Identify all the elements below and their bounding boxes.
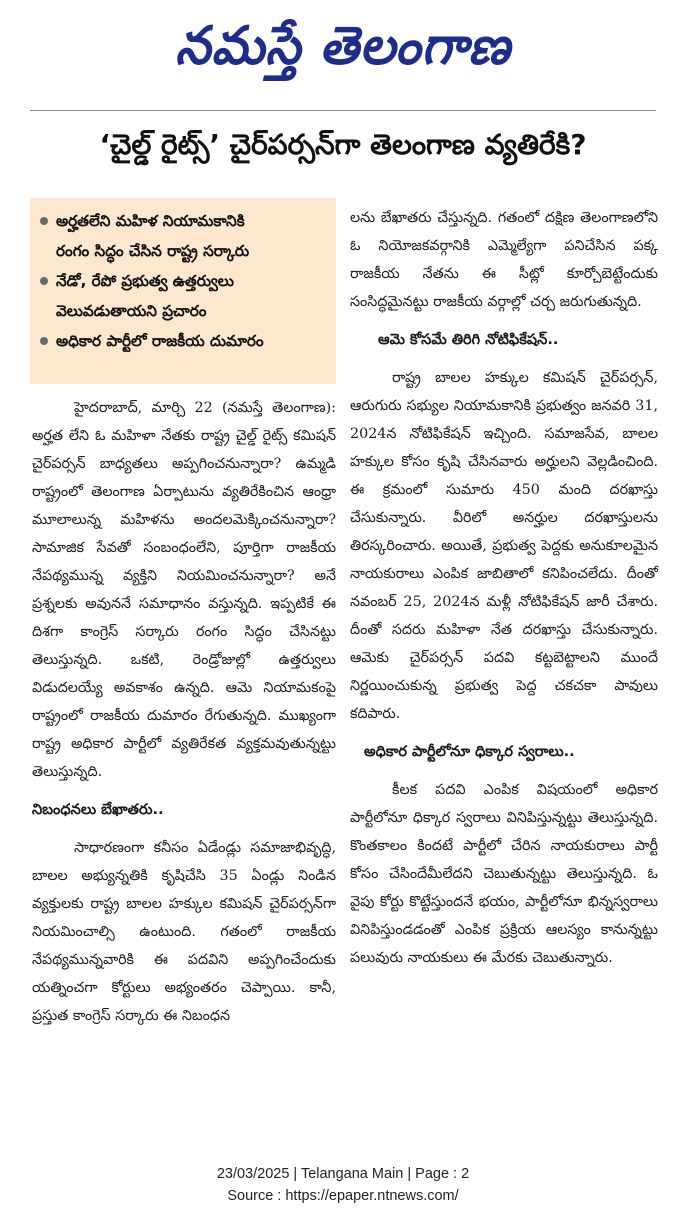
left-column <box>32 394 336 1030</box>
bullet-icon <box>40 217 48 225</box>
subheading: అధికార పార్టీలోనూ ధిక్కార స్వరాలు.. <box>364 744 575 760</box>
bullet-icon <box>40 277 48 285</box>
article-paragraph: కీలక పదవి ఎంపిక విషయంలో అధికార పార్టీలోనూ ధిక్కార స్వరాలు వినిపిస్తున్నట్టు తెలుస్తున్నది. కొంతకాలం కిందటే పార్టీలో చేరిన నాయకురాలు పార్టీ కోసం చేసిందేమీలేదని చెబుతున్నట్టు తెలుస్తున్నది. ఓ వైపు కోర్టు కొట్టేస్తుందనే భయం, పార్టీలోనూ భిన్నస్వరాలు వినిపిస్తుండడంతో ఎంపిక ప్రక్రియ ఆలస్యం కానున్నట్టు పలువురు నాయకులు ఈ మేరకు చెబుతున్నారు. <box>350 782 658 966</box>
highlight-text: వెలువడుతాయని ప్రచారం <box>56 302 207 320</box>
highlight-item <box>36 236 330 266</box>
bullet-icon <box>40 337 48 345</box>
newspaper-logo: నమస్తే తెలంగాణ <box>175 14 511 76</box>
highlight-item <box>36 266 330 296</box>
article-paragraph: సాధారణంగా కనీసం ఏడేండ్లు సమాజాభివృద్ధి, బాలల అభ్యున్నతికి కృషిచేసి 35 ఏండ్లు నిండిన వ్యక్తులకు రాష్ట్ర బాలల హక్కుల కమిషన్ చైర్‌పర్సన్‌గా నియమించాల్సి ఉంటుంది. గతంలో రాజకీయ నేపథ్యమున్నవారికి ఈ పదవిని అప్పగించేందుకు యత్నించగా కోర్టులు అభ్యంతరం చెప్పాయి. కానీ, ప్రస్తుత కాంగ్రెస్ సర్కారు ఈ నిబంధన <box>32 840 336 1024</box>
right-column <box>350 204 658 972</box>
highlight-text: అధికార పార్టీలో రాజకీయ దుమారం <box>56 332 264 350</box>
subheading: నిబంధనలు బేఖాతరు.. <box>32 802 164 818</box>
edition-info: 23/03/2025 | Telangana Main | Page : 2 <box>216 1166 470 1182</box>
article-paragraph: రాష్ట్ర బాలల హక్కుల కమిషన్ చైర్‌పర్సన్, ఆరుగురు సభ్యుల నియామకానికి ప్రభుత్వం జనవరి 31, 2024న నోటిఫికేషన్ ఇచ్చింది. సమాజసేవ, బాలల హక్కుల కోసం కృషి చేసినవారు అర్హులని వెల్లడించింది. ఈ క్రమంలో సుమారు 450 మంది దరఖాస్తు చేసుకున్నారు. వీరిలో అనర్హుల దరఖాస్తులను తిరస్కరించారు. అయితే, ప్రభుత్వ పెద్దకు అనుకూలమైన నాయకురాలు ఎంపిక జాబితాలో కనిపించలేదు. దీంతో నవంబర్ 25, 2024న మళ్లీ నోటిఫికేషన్ జారీ చేశారు. దీంతో సదరు మహిళా నేత దరఖాస్తు చేసుకున్నారు. ఆమెకు చైర్‌పర్సన్ పదవి కట్టబెట్టాలని ముందే నిర్ణయించుకున్న ప్రభుత్వ పెద్ద చకచకా పావులు కదిపారు. <box>350 370 658 722</box>
page-footer <box>0 1163 686 1207</box>
highlights-box <box>30 198 336 384</box>
header-divider <box>30 110 656 111</box>
highlight-text: అర్హతలేని మహిళ నియామకానికి <box>56 212 245 230</box>
highlight-item <box>36 206 330 236</box>
article-headline: ‘చైల్డ్ రైట్స్’ చైర్‌పర్సన్‌గా తెలంగాణ వ్యతిరేకి? <box>99 128 587 161</box>
subheading: ఆమె కోసమే తిరిగి నోటిఫికేషన్.. <box>378 332 559 348</box>
masthead <box>0 6 686 98</box>
article-paragraph: లను బేఖాతరు చేస్తున్నది. గతంలో దక్షిణ తెలంగాణలోని ఓ నియోజకవర్గానికి ఎమ్మెల్యేగా పనిచేసిన పక్క రాజకీయ నేతను ఈ సీట్లో కూర్చోబెట్టేందుకు సంసిద్ధమైనట్టు రాజకీయ వర్గాల్లో చర్చ జరుగుతున్నది. <box>350 210 658 310</box>
highlight-item <box>36 296 330 326</box>
article-paragraph: హైదరాబాద్, మార్చి 22 (నమస్తే తెలంగాణ): అర్హత లేని ఓ మహిళా నేతకు రాష్ట్ర చైల్డ్ రైట్స్ కమిషన్ చైర్‌పర్సన్ బాధ్యతలు అప్పగించనున్నారా? ఉమ్మడి రాష్ట్రంలో తెలంగాణ ఏర్పాటును వ్యతిరేకించిన ఆంధ్రా మూలాలున్న మహిళను అందలమెక్కించనున్నారా? సామాజిక సేవతో సంబంధంలేని, పూర్తిగా రాజకీయ నేపథ్యమున్న వ్యక్తిని నియమించనున్నారా? అనే ప్రశ్నలకు అవుననే సమాధానం వస్తున్నది. ఇప్పటికే ఈ దిశగా కాంగ్రెస్ సర్కారు రంగం సిద్ధం చేసినట్టు తెలుస్తున్నది. ఒకటి, రెండ్రోజుల్లో ఉత్తర్వులు విడుదలయ్యే అవకాశం ఉన్నది. ఆమె నియామకంపై రాష్ట్రంలో రాజకీయ దుమారం రేగుతున్నది. ముఖ్యంగా రాష్ట్ర అధికార పార్టీలో వ్యతిరేకత వ్యక్తమవుతున్నట్టు తెలుస్తున్నది. <box>32 400 336 780</box>
highlight-item <box>36 326 330 356</box>
source-link[interactable]: Source : https://epaper.ntnews.com/ <box>227 1188 459 1204</box>
highlight-text: నేడో, రేపో ప్రభుత్వ ఉత్తర్వులు <box>56 272 234 290</box>
highlight-text: రంగం సిద్ధం చేసిన రాష్ట్ర సర్కారు <box>56 242 250 260</box>
